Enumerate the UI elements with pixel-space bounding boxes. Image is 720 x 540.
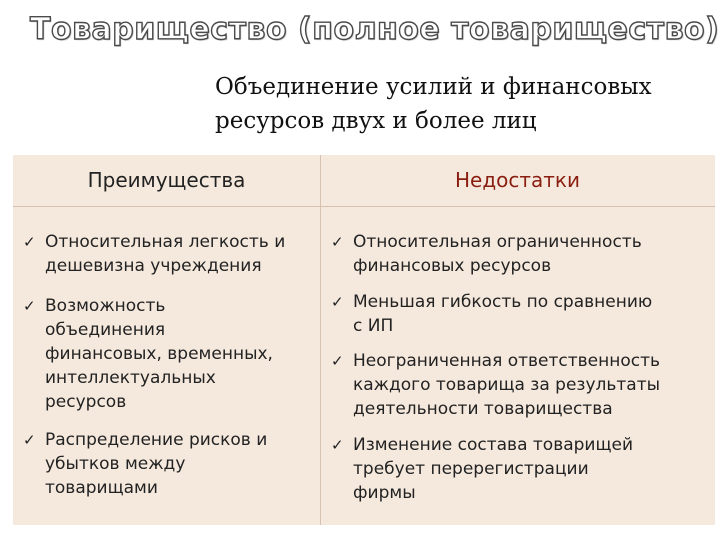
advantage-text: Распределение рисков и убытков между товарищами <box>45 430 268 498</box>
check-icon: ✓ <box>23 233 36 251</box>
header-divider <box>13 206 715 207</box>
advantage-item <box>23 428 318 500</box>
disadvantage-text: Меньшая гибкость по сравнению с ИП <box>353 292 653 336</box>
check-icon: ✓ <box>331 436 344 454</box>
disadvantage-item <box>331 349 715 421</box>
advantage-text: Возможность объединения финансовых, временных, интеллектуальных ресурсов <box>45 296 273 412</box>
disadvantage-item <box>331 433 715 505</box>
disadvantage-item <box>331 290 715 338</box>
column-divider <box>320 155 321 525</box>
page-title: Товарищество (полное товарищество) <box>30 12 720 47</box>
check-icon: ✓ <box>23 431 36 449</box>
comparison-table <box>13 155 715 525</box>
page-subtitle: Объединение усилий и финансовых ресурсов двух и более лиц <box>215 74 652 134</box>
check-icon: ✓ <box>331 293 344 311</box>
advantage-item <box>23 230 318 278</box>
check-icon: ✓ <box>23 297 36 315</box>
check-icon: ✓ <box>331 233 344 251</box>
disadvantage-item <box>331 230 715 278</box>
disadvantage-text: Относительная ограниченность финансовых ресурсов <box>353 232 642 276</box>
disadvantage-text: Неограниченная ответственность каждого товарища за результаты деятельности товарищества <box>353 351 661 419</box>
advantage-text: Относительная легкость и дешевизна учреждения <box>45 232 286 276</box>
check-icon: ✓ <box>331 352 344 370</box>
advantage-item <box>23 294 318 414</box>
disadvantages-header: Недостатки <box>454 168 581 192</box>
disadvantage-text: Изменение состава товарищей требует перерегистрации фирмы <box>353 435 633 503</box>
advantages-header: Преимущества <box>87 168 246 192</box>
